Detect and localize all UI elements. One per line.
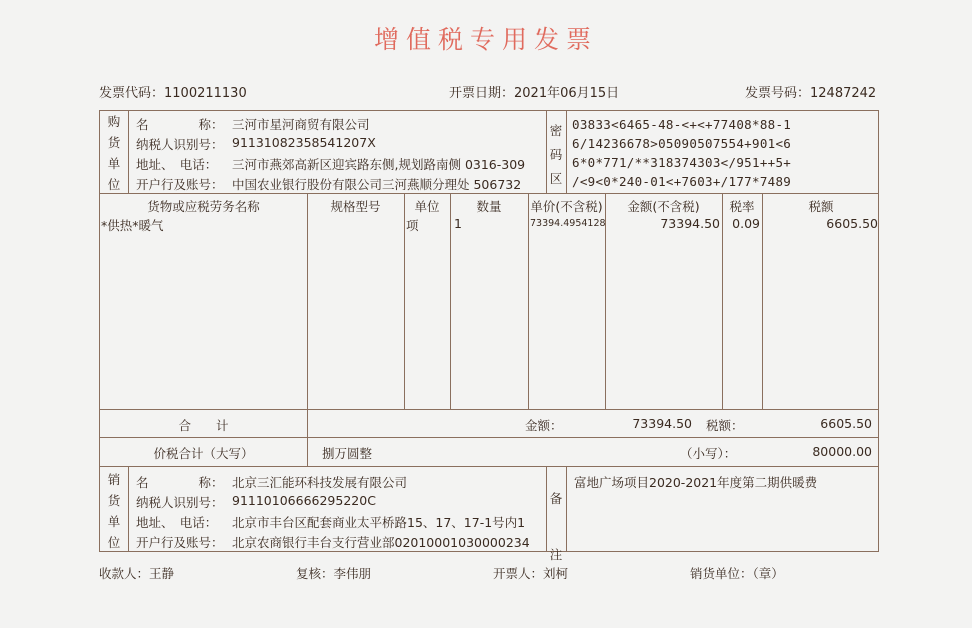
item-amount: 73394.50: [660, 216, 720, 231]
seller-name-label: 名 称：: [136, 475, 224, 490]
remark-side-label: 备 注: [549, 491, 563, 562]
totals-tax: 6605.50: [820, 416, 872, 431]
buyer-name-label: 名 称：: [136, 117, 224, 132]
cipher-side-label: 密 码 区: [549, 123, 563, 186]
seller-tax-label: 纳税人识别号：: [136, 495, 224, 510]
totals-amount: 73394.50: [632, 416, 692, 431]
buyer-name: 三河市星河商贸有限公司: [232, 117, 370, 132]
item-name: *供热*暖气: [101, 218, 164, 233]
buyer-section: [99, 110, 879, 194]
col-header-qty: 数量: [476, 199, 502, 214]
totals-tax-label: 税额：: [706, 418, 744, 433]
invoice-code: 发票代码：1100211130: [99, 86, 247, 101]
cipher-line: 03833<6465-48-<+<+77408*88-1: [572, 117, 792, 132]
seller-addr-label: 地址、 电话：: [136, 515, 218, 530]
items-table: [99, 193, 879, 438]
col-header-name: 货物或应税劳务名称: [147, 199, 260, 214]
totals-amount-label: 金额：: [525, 418, 563, 433]
buyer-tax-id: 91131082358541207X: [232, 135, 376, 150]
col-header-spec: 规格型号: [330, 199, 381, 214]
grand-total-small: 80000.00: [812, 444, 872, 459]
cipher-line: 6/14236678>05090507554+901<6: [572, 136, 792, 151]
seller-bank: 北京农商银行丰台支行营业部02010001030000234: [232, 535, 530, 550]
buyer-addr: 三河市燕郊高新区迎宾路东侧,规划路南侧 0316-309: [232, 157, 526, 172]
buyer-addr-label: 地址、 电话：: [136, 157, 218, 172]
buyer-bank-label: 开户行及账号：: [136, 177, 224, 192]
col-header-price: 单价(不含税): [530, 199, 603, 214]
item-qty: 1: [454, 216, 462, 231]
col-header-rate: 税率: [729, 199, 755, 214]
totals-label: 合 计: [178, 418, 229, 433]
invoice-number: 发票号码：12487242: [745, 86, 877, 101]
payee: 收款人：王静: [99, 566, 175, 581]
invoice-title: 增值税专用发票: [373, 25, 598, 54]
reviewer: 复核：李伟朋: [296, 566, 372, 581]
seller-section: [99, 466, 879, 562]
buyer-bank: 中国农业银行股份有限公司三河燕顺分理处 506732: [232, 177, 522, 192]
item-unit: 项: [406, 218, 419, 233]
buyer-side-label: 购 货 单 位: [107, 114, 121, 192]
item-price: 73394.4954128: [530, 218, 606, 229]
grand-total-small-label: （小写）：: [680, 446, 737, 461]
item-rate: 0.09: [732, 216, 760, 231]
seller-name: 北京三汇能环科技发展有限公司: [232, 475, 408, 490]
col-header-unit: 单位: [414, 199, 440, 214]
grand-total-row: [99, 437, 879, 467]
remark-text: 富地广场项目2020-2021年度第二期供暖费: [574, 475, 818, 490]
item-tax: 6605.50: [826, 216, 878, 231]
col-header-amount: 金额(不含税): [627, 199, 700, 214]
seller-side-label: 销 货 单 位: [107, 472, 121, 550]
cipher-line: 6*0*771/**318374303</951++5+: [572, 155, 792, 170]
cipher-line: /<9<0*240-01<+7603+/177*7489: [572, 174, 792, 189]
buyer-tax-label: 纳税人识别号：: [136, 137, 224, 152]
seller-bank-label: 开户行及账号：: [136, 535, 224, 550]
col-header-tax: 税额: [808, 199, 834, 214]
seller-addr: 北京市丰台区配套商业太平桥路15、17、17-1号内1: [232, 515, 526, 530]
grand-total-label: 价税合计（大写）: [153, 446, 254, 461]
seller-tax-id: 91110106666295220C: [232, 493, 376, 508]
grand-total-words: 捌万圆整: [322, 446, 373, 461]
invoice-date: 开票日期：2021年06月15日: [449, 86, 620, 101]
seller-stamp-label: 销货单位：（章）: [690, 566, 784, 581]
drawer: 开票人：刘柯: [493, 566, 569, 581]
